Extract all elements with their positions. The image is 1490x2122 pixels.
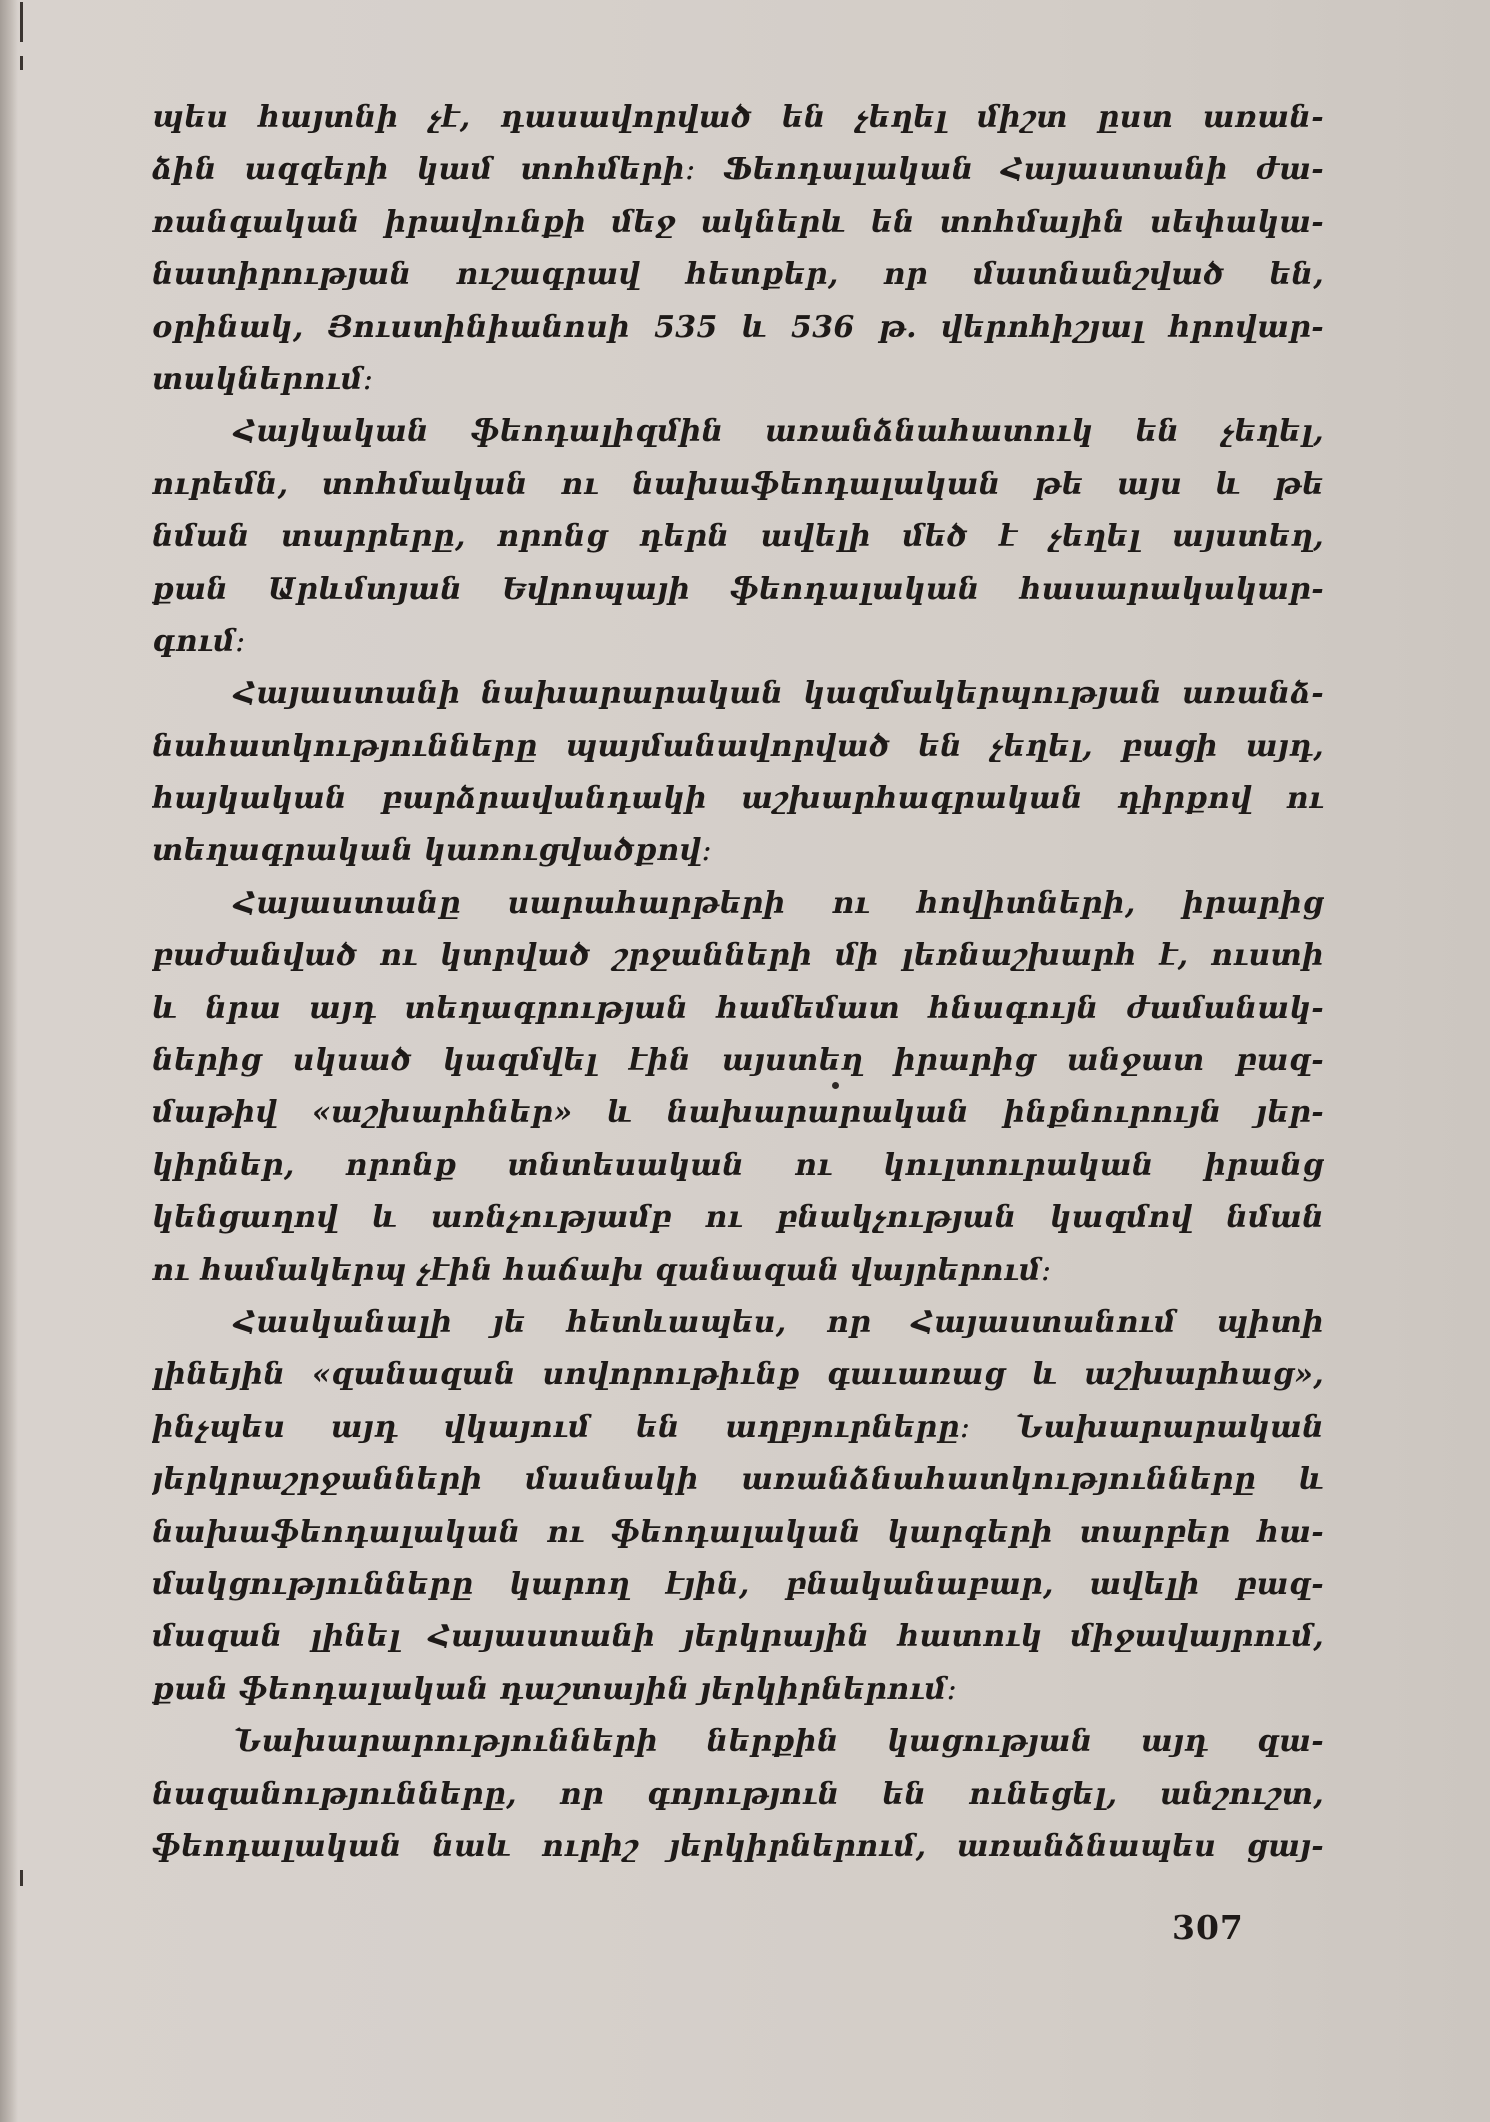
- paragraph-6: [152, 1716, 1324, 1873]
- text-line: նատիրության ուշագրավ հետքեր, որ մատնանշված են,: [152, 257, 1324, 293]
- paragraph-4: [152, 878, 1324, 1297]
- text-line: ու համակերպ չէին հաճախ զանազան վայրերում։: [152, 1252, 1052, 1288]
- text-line: նման տարրերը, որոնց դերն ավելի մեծ է չեղել այստեղ,: [152, 519, 1324, 555]
- paragraph-2: [152, 406, 1324, 668]
- text-line: նահատկությունները պայմանավորված են չեղել, բացի այդ,: [152, 728, 1324, 764]
- text-line: պես հայտնի չէ, դասավորված են չեղել միշտ ըստ առան-: [152, 100, 1324, 135]
- text-line: տակներում։: [152, 361, 374, 397]
- text-line: ձին ազգերի կամ տոհմերի։ Ֆեոդալական Հայաստանի ժա-: [152, 152, 1324, 188]
- binding-mark: [20, 1870, 23, 1886]
- text-line: յերկրաշրջանների մասնակի առանձնահատկությունները և: [152, 1462, 1324, 1498]
- paragraph-5: [152, 1297, 1324, 1716]
- text-line: ներից սկսած կազմվել էին այստեղ իրարից անջատ բազ-: [152, 1043, 1324, 1079]
- page-number: 307: [1172, 1908, 1244, 1947]
- text-line: մազան լինել Հայաստանի յերկրային հատուկ միջավայրում,: [152, 1619, 1324, 1655]
- text-line: ռանգական իրավունքի մեջ ակներև են տոհմային սեփակա-: [152, 204, 1324, 240]
- body-text: [152, 92, 1324, 1873]
- text-line: լինեյին «զանազան սովորութիւնք գաւառաց և աշխարհաց»,: [152, 1357, 1324, 1393]
- binding-edge: [0, 0, 18, 2122]
- text-line: մակցությունները կարող էյին, բնականաբար, ավելի բազ-: [152, 1566, 1324, 1602]
- text-line: Հայկական ֆեոդալիզմին առանձնահատուկ են չեղել,: [234, 414, 1324, 450]
- text-line: կենցաղով և առնչությամբ ու բնակչության կազմով նման: [152, 1200, 1324, 1236]
- text-line: Նախարարությունների ներքին կացության այդ զա-: [234, 1724, 1324, 1760]
- text-line: մաթիվ «աշխարհներ» և նախարարական ինքնուրույն յեր-: [152, 1095, 1324, 1131]
- text-line: օրինակ, Յուստինիանոսի 535 և 536 թ. վերոհիշյալ հրովար-: [152, 309, 1324, 345]
- text-line: և նրա այդ տեղագրության համեմատ հնագույն ժամանակ-: [152, 990, 1324, 1026]
- text-line: տեղագրական կառուցվածքով։: [152, 833, 713, 869]
- text-line: քան ֆեոդալական դաշտային յերկիրներում։: [152, 1671, 958, 1707]
- text-line: ֆեոդալական նաև ուրիշ յերկիրներում, առանձնապես ցայ-: [152, 1828, 1324, 1864]
- text-line: Հասկանալի յե հետևապես, որ Հայաստանում պիտի: [234, 1304, 1324, 1340]
- text-line: նազանությունները, որ գոյություն են ունեցել, անշուշտ,: [152, 1776, 1324, 1812]
- text-line: Հայաստանը սարահարթերի ու հովիտների, իրարից: [234, 885, 1324, 921]
- binding-mark: [20, 2, 23, 42]
- text-line: կիրներ, որոնք տնտեսական ու կուլտուրական իրանց: [152, 1147, 1324, 1183]
- text-line: հայկական բարձրավանդակի աշխարհագրական դիրքով ու: [152, 781, 1324, 817]
- text-line: նախաֆեոդալական ու ֆեոդալական կարգերի տարբեր հա-: [152, 1514, 1324, 1550]
- paragraph-3: [152, 668, 1324, 878]
- text-line: ուրեմն, տոհմական ու նախաֆեոդալական թե այս և թե: [152, 466, 1324, 502]
- text-line: քան Արևմտյան Եվրոպայի ֆեոդալական հասարակակար-: [152, 571, 1324, 607]
- paragraph-1: [152, 92, 1324, 406]
- text-line: ինչպես այդ վկայում են աղբյուրները։ Նախարարական: [152, 1409, 1324, 1445]
- text-line: Հայաստանի նախարարական կազմակերպության առանձ-: [234, 676, 1324, 712]
- text-line: գում։: [152, 623, 246, 659]
- binding-mark: [20, 56, 23, 70]
- text-line: բաժանված ու կտրված շրջանների մի լեռնաշխարհ է, ուստի: [152, 938, 1324, 974]
